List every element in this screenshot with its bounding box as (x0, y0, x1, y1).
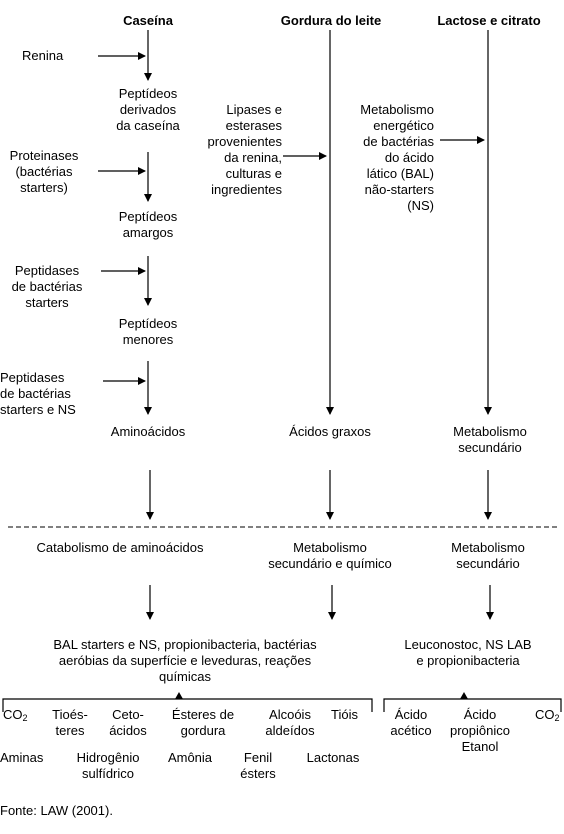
label-bitter-peptides: Peptídeos amargos (118, 209, 178, 240)
product-ketoacids: Ceto- ácidos (109, 707, 147, 738)
product-thiols: Tióis (331, 707, 358, 722)
header-lactose-citrate: Lactose e citrato (437, 13, 541, 28)
label-small-peptides: Peptídeos menores (118, 316, 178, 347)
label-energy-metabolism: Metabolismo energético de bactérias do ácido lático (BAL) não-starters (NS) (360, 102, 434, 213)
label-aa-catabolism: Catabolismo de aminoácidos (36, 540, 204, 555)
product-amines: Aminas (0, 750, 44, 765)
product-alcohols-aldehydes: Alcoóis aldeídos (265, 707, 315, 738)
product-phenyl-esters: Fenil ésters (240, 750, 276, 781)
label-agents-right: Leuconostoc, NS LAB e propionibacteria (404, 637, 532, 668)
bracket-right-pointer (460, 692, 468, 699)
label-fatty-acids: Ácidos graxos (289, 424, 371, 439)
product-thioesters: Tioés- teres (52, 707, 88, 738)
product-co2-right: $CO_2$ (535, 707, 560, 723)
label-secondary-chemical: Metabolismo secundário e químico (268, 540, 392, 571)
label-agents-left: BAL starters e NS, propionibacteria, bactérias aeróbias da superfície e leveduras, reações químicas (53, 637, 317, 684)
label-peptidases-1: Peptidases de bactérias starters (11, 263, 83, 310)
label-amino-acids: Aminoácidos (110, 424, 186, 439)
label-peptides-casein: Peptídeos derivados da caseína (116, 86, 180, 133)
bracket-left-pointer (175, 692, 183, 699)
label-peptidases-2: Peptidases de bactérias starters e NS (0, 370, 76, 417)
label-proteinases: Proteinases (bactérias starters) (9, 148, 79, 195)
product-hydrogen-sulfide: Hidrogênio sulfídrico (76, 750, 140, 781)
product-fat-esters: Ésteres de gordura (171, 707, 235, 738)
product-lactones: Lactonas (306, 750, 360, 765)
label-lipases-esterases: Lipases e esterases provenientes da renina, culturas e ingredientes (207, 102, 282, 197)
label-secondary-metabolism-top: Metabolismo secundário (453, 424, 527, 455)
header-milk-fat: Gordura do leite (280, 13, 382, 28)
label-renina: Renina (22, 48, 64, 63)
product-co2-left: $CO_2$ (3, 707, 28, 723)
source-note: Fonte: LAW (2001). (0, 803, 113, 818)
header-casein: Caseína (123, 13, 173, 28)
product-ammonia: Amônia (167, 750, 213, 765)
product-propionic-acid-ethanol: Ácido propiônico Etanol (450, 707, 510, 754)
label-secondary-metabolism-bottom: Metabolismo secundário (451, 540, 525, 571)
product-acetic-acid: Ácido acético (390, 707, 432, 738)
